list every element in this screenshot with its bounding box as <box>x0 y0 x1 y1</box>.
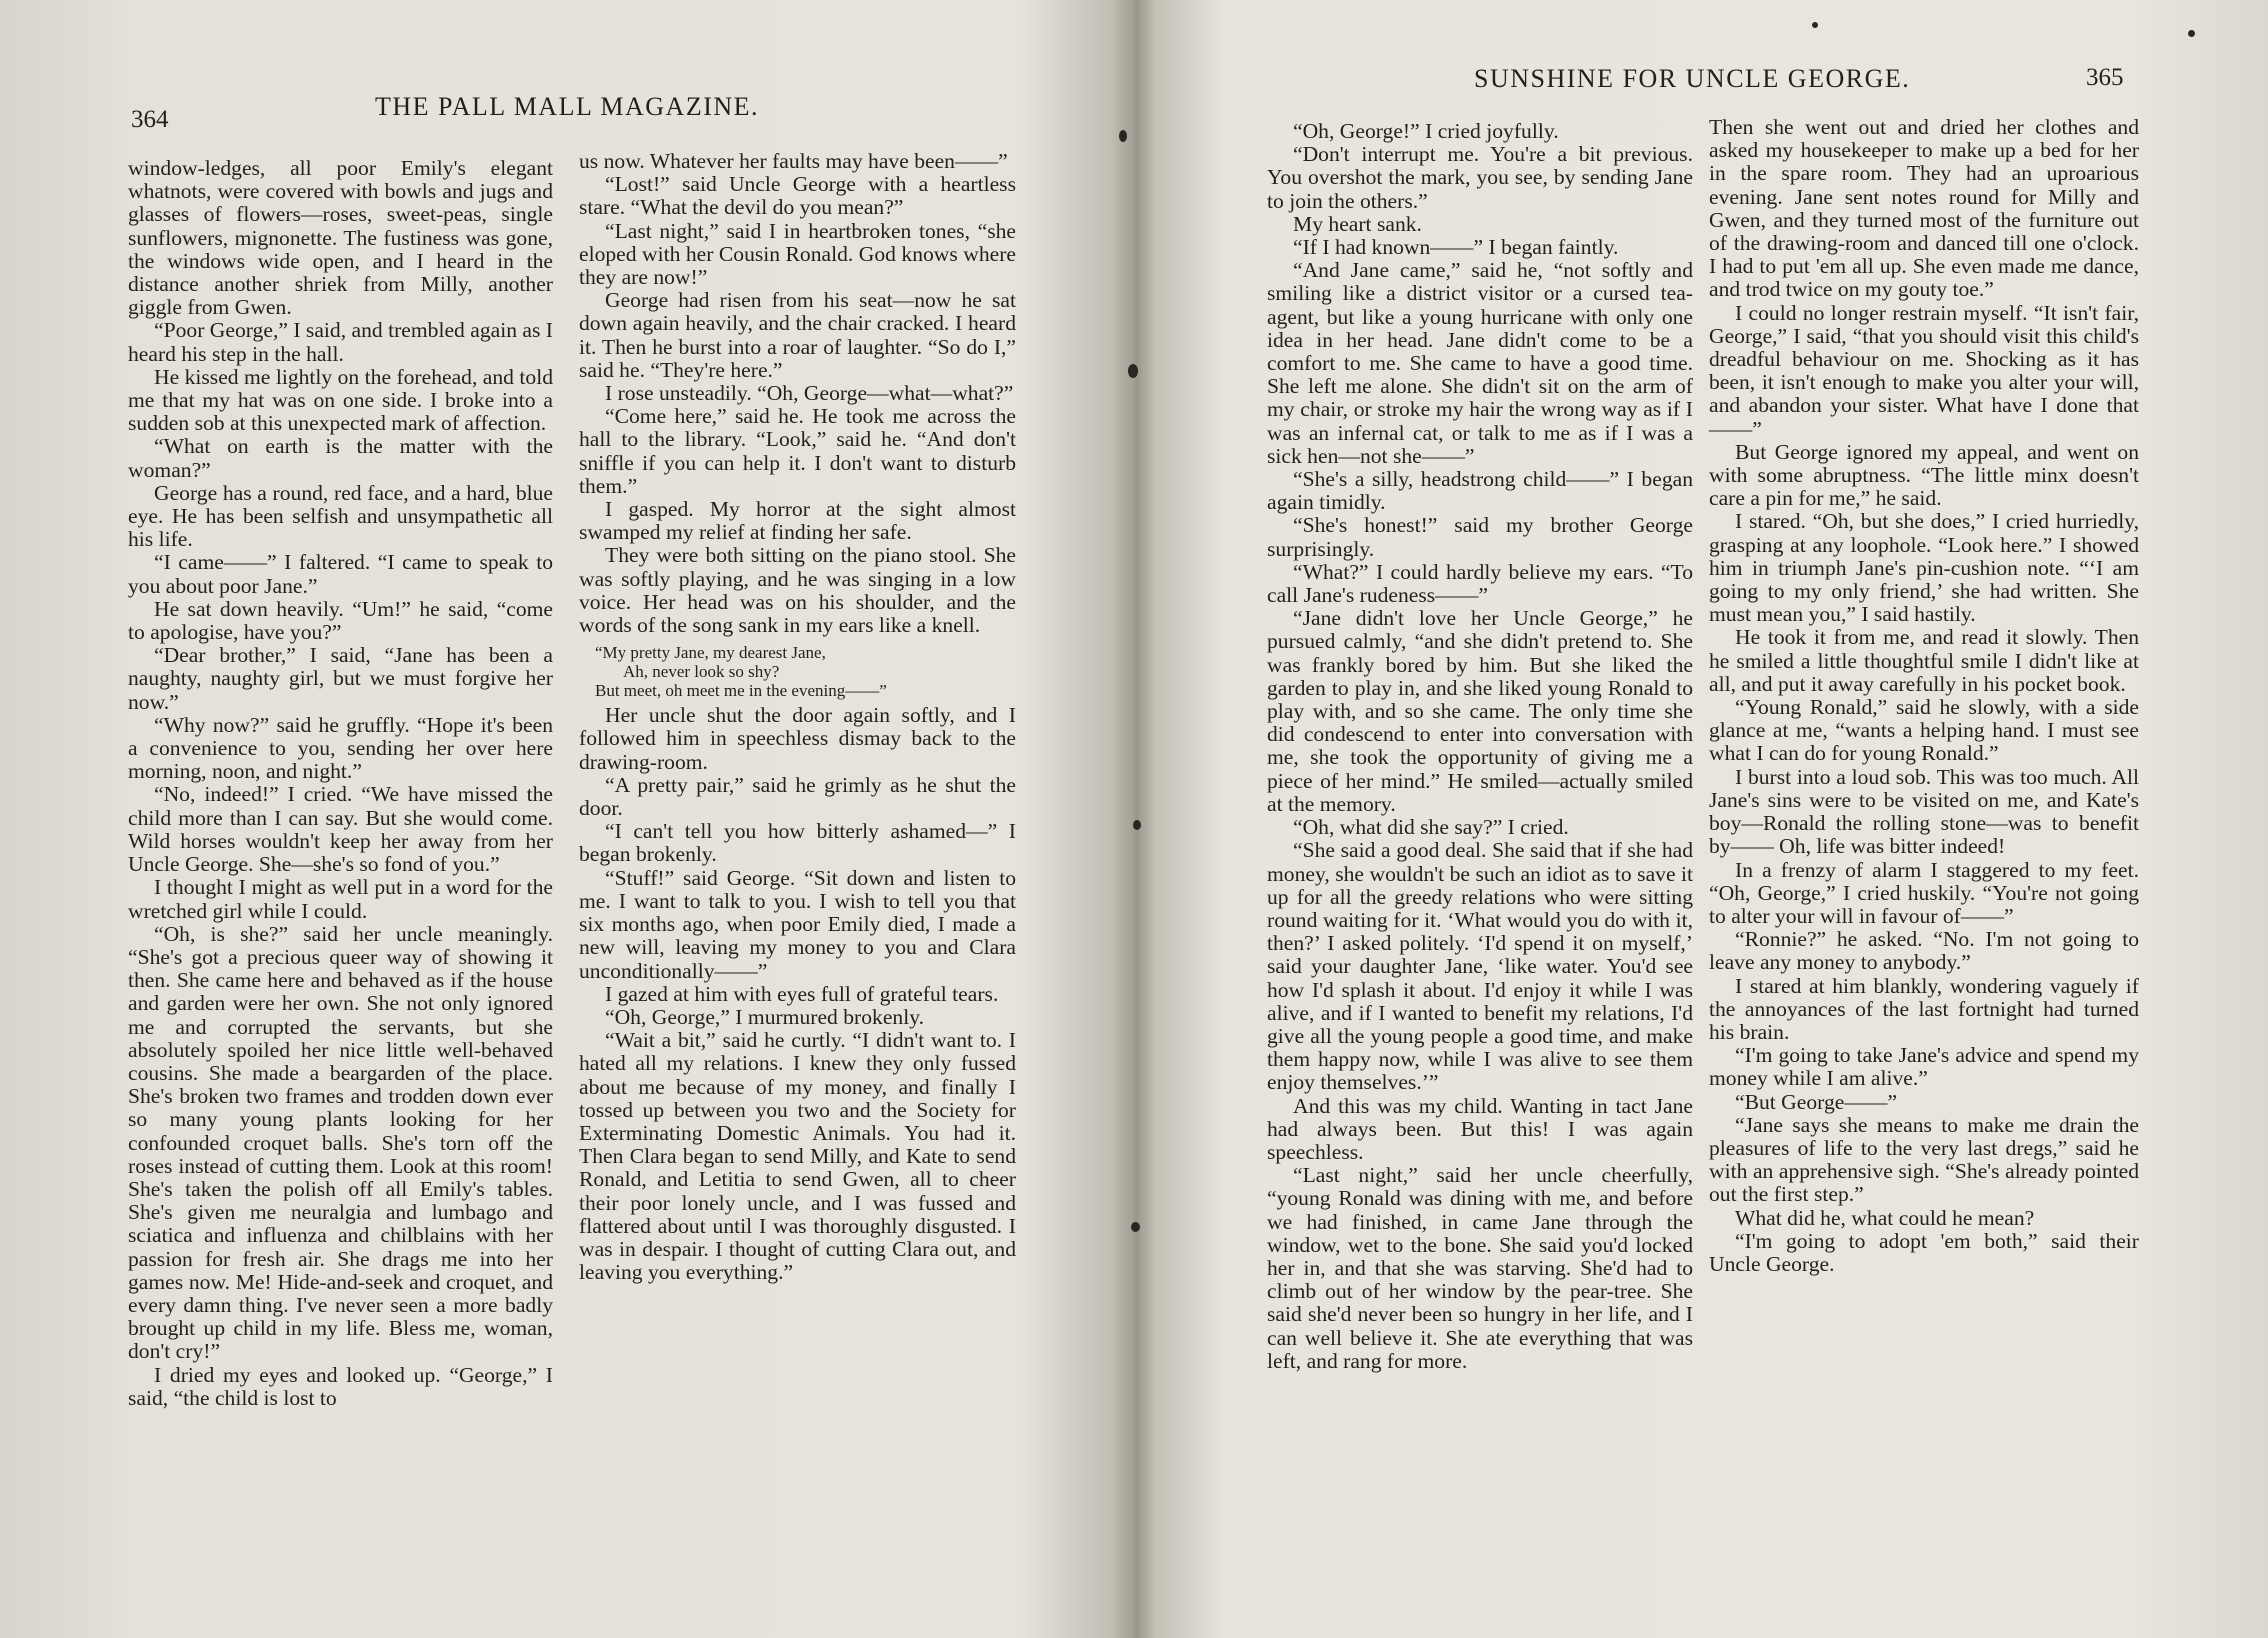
paragraph: “Young Ronald,” said he slowly, with a side glance at me, “wants a helping hand. I must see what I can do for young Ronald.” <box>1709 695 2139 766</box>
right-page <box>1134 0 2268 1638</box>
left-column-1 <box>128 157 553 1410</box>
left-column-2 <box>579 150 1016 1284</box>
paragraph: “No, indeed!” I cried. “We have missed the child more than I can say. But she would come. Wild horses wouldn't keep her away from her Uncle George. She—she's so fond of you.” <box>128 782 553 877</box>
paragraph: I stared at him blankly, wondering vaguely if the annoyances of the last fortnight had turned his brain. <box>1709 973 2139 1044</box>
paragraph: “But George——” <box>1735 1089 1898 1114</box>
paragraph: He kissed me lightly on the forehead, and told me that my hat was on one side. I broke into a sudden sob at this unexpected mark of affection. <box>128 364 553 436</box>
running-header-left: THE PALL MALL MAGAZINE. <box>375 92 760 121</box>
verse-line: Ah, never look so shy? <box>623 662 780 682</box>
paragraph: “Wait a bit,” said he curtly. “I didn't want to. I hated all my relations. I knew they only fussed about me because of my money, and finally I tossed up between you two and the Society for Exterminating Domestic Animals. You had it. Then Clara began to send Milly, and Kate to send Ronald, and Letitia to send Gwen, all to cheer their poor lonely uncle, and I was fussed and flattered about until I was thoroughly disgusted. I was in despair. I thought of cutting Clara out, and leaving you everything.” <box>579 1028 1016 1285</box>
paragraph: “Come here,” said he. He took me across the hall to the library. “Look,” said he. “And don't sniffle if you can help it. I don't want to disturb them.” <box>579 404 1016 498</box>
paragraph: “Last night,” said I in heartbroken tones, “she eloped with her Cousin Ronald. God knows where they are now!” <box>579 218 1016 290</box>
paragraph: “I can't tell you how bitterly ashamed—” I began brokenly. <box>579 819 1016 867</box>
paragraph: “I came——” I faltered. “I came to speak to you about poor Jane.” <box>128 550 553 598</box>
paragraph: “Oh, George!” I cried joyfully. <box>1293 119 1559 143</box>
right-column-2 <box>1709 116 2139 1276</box>
paragraph: “She said a good deal. She said that if she had money, she wouldn't be such an idiot as to save it up for all the greedy relations who were sitting round waiting for it. ‘What would you do with it, then?’ I asked politely. ‘I'd spend it on myself,’ said your daughter Jane, ‘like water. You'd see how I'd splash it about. I'd enjoy it while I was alive, and if I wanted to benefit my relations, I'd give all the young people a good time, and make them happy now, while I was alive to see them enjoy themselves.’” <box>1267 838 1693 1095</box>
paragraph: “Dear brother,” I said, “Jane has been a naughty, naughty girl, but we must forgive her now.” <box>128 643 553 714</box>
paragraph: I gasped. My horror at the sight almost swamped my relief at finding her safe. <box>579 497 1016 545</box>
left-column-2-bottom <box>579 704 1016 1284</box>
paragraph: “She's a silly, headstrong child——” I began again timidly. <box>1267 467 1693 515</box>
page-number-left: 364 <box>131 106 169 133</box>
paragraph: “A pretty pair,” said he grimly as he shut the door. <box>579 772 1016 821</box>
paragraph: “Last night,” said her uncle cheerfully, “young Ronald was dining with me, and before we had finished, in came Jane through the window, wet to the bone. She said you'd locked her in, and that she was starving. She'd had to climb out of her window by the pear-tree. She said she'd never been so hungry in her life, and I can well believe it. She ate everything that was left, and rang for more. <box>1267 1163 1693 1373</box>
paragraph: “I'm going to adopt 'em both,” said their Uncle George. <box>1709 1228 2139 1276</box>
paragraph: “Stuff!” said George. “Sit down and listen to me. I want to talk to you. I wish to tell you that six months ago, when poor Emily died, I made a new will, leaving my money to you and Clara unconditionally——” <box>579 865 1016 983</box>
paragraph: But George ignored my appeal, and went on with some abruptness. “The little minx doesn't care a pin for me,” he said. <box>1709 439 2139 511</box>
paragraph: “If I had known——” I began faintly. <box>1293 235 1619 260</box>
verse-line: But meet, oh meet me in the evening——” <box>595 681 887 701</box>
song-verse <box>579 643 1016 700</box>
paragraph: I burst into a loud sob. This was too much. All Jane's sins were to be visited on me, and Kate's boy—Ronald the rolling stone—was to benefit by—— Oh, life was bitter indeed! <box>1709 764 2139 859</box>
paragraph: “Ronnie?” he asked. “No. I'm not going to leave any money to anybody.” <box>1709 927 2139 975</box>
page-number-right: 365 <box>2086 64 2124 91</box>
paragraph: “Why now?” said he gruffly. “Hope it's been a convenience to you, sending her over here morning, noon, and night.” <box>128 712 553 784</box>
paragraph: He sat down heavily. “Um!” he said, “come to apologise, have you?” <box>128 596 553 645</box>
paragraph: George had risen from his seat—now he sat down again heavily, and the chair cracked. I heard it. Then he burst into a roar of laughter. “So do I,” said he. “They're here.” <box>579 288 1016 382</box>
paragraph: “What?” I could hardly believe my ears. “To call Jane's rudeness——” <box>1267 559 1693 608</box>
paragraph: “Oh, what did she say?” I cried. <box>1293 815 1569 840</box>
paragraph: us now. Whatever her faults may have been——” <box>579 149 1008 173</box>
paragraph: “She's honest!” said my brother George surprisingly. <box>1267 513 1693 561</box>
paragraph: “I'm going to take Jane's advice and spend my money while I am alive.” <box>1709 1043 2139 1091</box>
paragraph: I gazed at him with eyes full of grateful tears. <box>605 981 999 1006</box>
paragraph: “What on earth is the matter with the woman?” <box>128 434 553 482</box>
paragraph: “Jane didn't love her Uncle George,” he pursued calmly, “and she didn't pretend to. She was frankly bored by him. But she liked the garden to play in, and she liked young Ronald to play with, and so she came. The only time she did condescend to enter into conversation with me, she took the opportunity of giving me a piece of her mind.” He smiled—actually smiled at the memory. <box>1267 606 1693 816</box>
paragraph: I thought I might as well put in a word for the wretched girl while I could. <box>128 875 553 923</box>
paragraph: And this was my child. Wanting in tact Jane had always been. But this! I was again speechless. <box>1267 1093 1693 1164</box>
paragraph: I stared. “Oh, but she does,” I cried hurriedly, grasping at any loophole. “Look here.” I showed him in triumph Jane's pin-cushion note. “‘I am going to my only friend,’ she had written. She must mean you,” I said hastily. <box>1709 509 2139 627</box>
paragraph: What did he, what could he mean? <box>1735 1205 2035 1230</box>
paragraph: I could no longer restrain myself. “It isn't fair, George,” I said, “that you should visit this child's dreadful behaviour on me. Shocking as it has been, it isn't enough to make you alter your will, and abandon your sister. What have I done that——” <box>1709 300 2139 441</box>
paragraph: I dried my eyes and looked up. “George,” I said, “the child is lost to <box>128 1362 553 1410</box>
paragraph: George has a round, red face, and a hard, blue eye. He has been selfish and unsympathetic all his life. <box>128 480 553 552</box>
paragraph: They were both sitting on the piano stool. She was softly playing, and he was singing in a low voice. Her head was on his shoulder, and the words of the song sank in my ears like a knell. <box>579 543 1016 638</box>
left-column-2-top <box>579 150 1016 637</box>
paragraph: “Oh, is she?” said her uncle meaningly. “She's got a precious queer way of showing it then. She came here and behaved as if the house and garden were her own. She not only ignored me and corrupted the servants, but she absolutely spoiled her nice little well-behaved cousins. She made a beargarden of the place. She's broken two frames and trodden down ever so many young plants looking for her confounded croquet balls. She's torn off the roses instead of cutting them. Look at this room! She's taken the polish off all Emily's tables. She's given me neuralgia and lumbago and sciatica and influenza and chilblains with her passion for fresh air. She drags me into her games now. Me! Hide-and-seek and croquet, and every damn thing. I've never seen a more badly brought up child in my life. Bless me, woman, don't cry!” <box>128 921 553 1364</box>
paragraph: Her uncle shut the door again softly, and I followed him in speechless dismay back to the drawing-room. <box>579 703 1016 774</box>
paragraph: “Lost!” said Uncle George with a heartless stare. “What the devil do you mean?” <box>579 172 1016 220</box>
verse-line: “My pretty Jane, my dearest Jane, <box>595 643 826 663</box>
paragraph: Then she went out and dried her clothes and asked my housekeeper to make up a bed for her in the spare room. They had an uproarious evening. Jane sent notes round for Milly and Gwen, and they turned most of the furniture out of the drawing-room and danced till one o'clock. I had to put 'em all up. She even made me dance, and trod twice on my gouty toe.” <box>1709 115 2139 302</box>
paragraph: In a frenzy of alarm I staggered to my feet. “Oh, George,” I cried huskily. “You're not going to alter your will in favour of——” <box>1709 857 2139 928</box>
paragraph: “And Jane came,” said he, “not softly and smiling like a district visitor or a cursed tea-agent, but like a young hurricane with only one idea in her head. Jane didn't come to be a comfort to me. She came to have a good time. She left me alone. She didn't sit on the arm of my chair, or stroke my hair the wrong way as if I was an infernal cat, or talk to me as if I was a sick hen—not she——” <box>1267 258 1693 468</box>
binding-mark <box>1119 130 1127 142</box>
paragraph: “Jane says she means to make me drain the pleasures of life to the very last dregs,” said he with an apprehensive sigh. “She's already pointed out the first step.” <box>1709 1112 2139 1207</box>
paragraph: My heart sank. <box>1293 211 1422 236</box>
paragraph: “Don't interrupt me. You're a bit previous. You overshot the mark, you see, by sending Jane to join the others.” <box>1267 142 1693 213</box>
paragraph: window-ledges, all poor Emily's elegant whatnots, were covered with bowls and jugs and glasses of flowers—roses, sweet-peas, single sunflowers, mignonette. The fustiness was gone, the windows wide open, and I heard in the distance another shriek from Milly, another giggle from Gwen. <box>128 156 553 320</box>
running-header-right: SUNSHINE FOR UNCLE GEORGE. <box>1474 64 1911 93</box>
paragraph: I rose unsteadily. “Oh, George—what—what?” <box>605 381 1014 406</box>
paragraph: “Poor George,” I said, and trembled again as I heard his step in the hall. <box>128 318 553 366</box>
paragraph: He took it from me, and read it slowly. Then he smiled a little thoughtful smile I didn't like at all, and put it away carefully in his pocket book. <box>1709 625 2139 696</box>
paragraph: “Oh, George,” I murmured brokenly. <box>605 1004 925 1029</box>
right-column-1 <box>1267 120 1693 1373</box>
